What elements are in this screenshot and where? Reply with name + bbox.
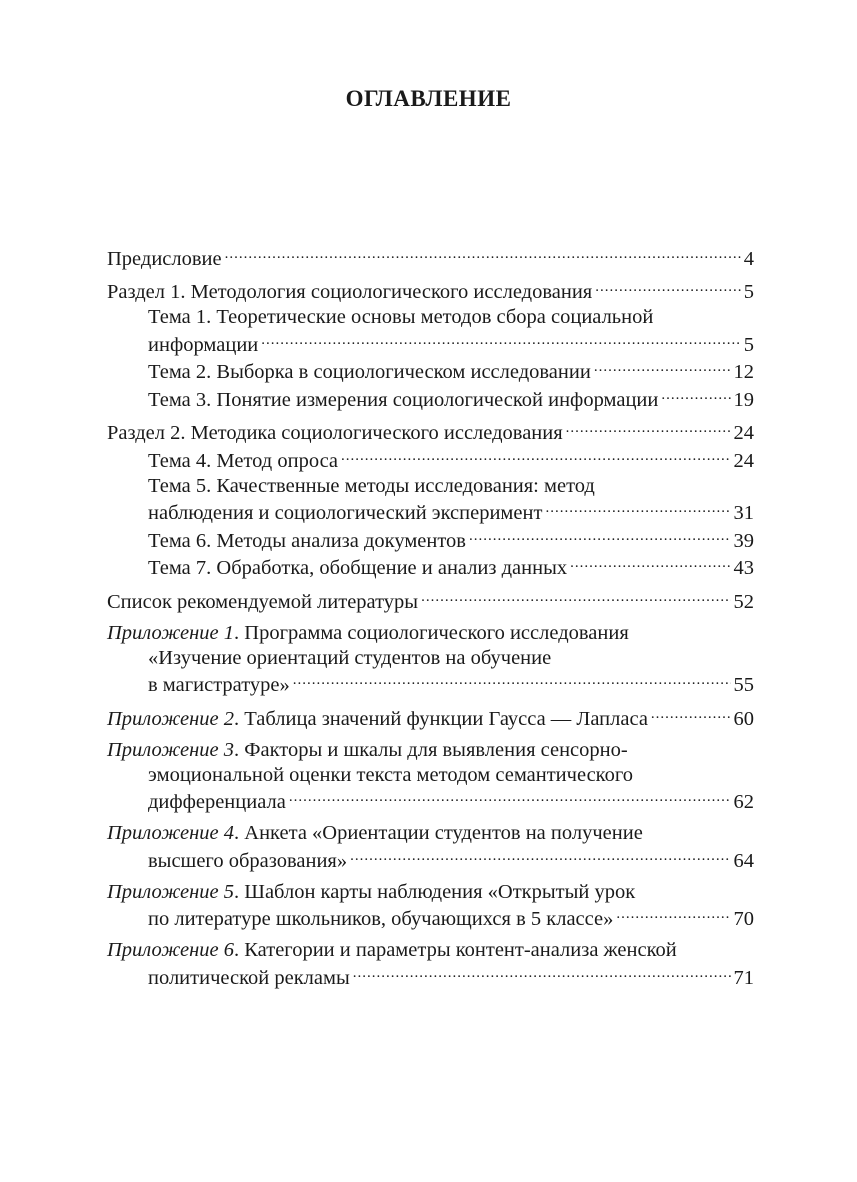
leader-dots [595, 278, 741, 299]
toc-entry-app1-line1[interactable]: Приложение 1. Программа социологического исследования [107, 621, 629, 644]
toc-entry-topic5[interactable]: наблюдения и социологический эксперимент ..... 31 [107, 499, 754, 527]
page-number: 43 [733, 557, 754, 579]
appendix-label: Приложение 4 [107, 822, 235, 844]
leader-dots [570, 554, 730, 575]
leader-dots [421, 587, 730, 608]
table-of-contents [107, 244, 754, 991]
toc-entry-section2[interactable]: Раздел 2. Методика социологического исследования ..... 24 [107, 419, 754, 447]
leader-dots [289, 788, 731, 809]
page-number: 4 [743, 247, 754, 270]
page-number: 5 [743, 333, 754, 356]
toc-entry-app6[interactable]: политической рекламы ..... 71 [107, 963, 754, 991]
page-number: 52 [733, 590, 754, 613]
page-number: 39 [733, 529, 754, 552]
toc-entry-section1[interactable]: Раздел 1. Методология социологического исследования ..... 5 [107, 278, 754, 306]
leader-dots [293, 671, 731, 692]
toc-entry-app4[interactable]: высшего образования» ..... 64 [107, 846, 754, 874]
page-number: 24 [733, 449, 754, 472]
page-number: 5 [743, 281, 754, 303]
toc-entry-app2[interactable]: Приложение 2. Таблица значений функции Гаусса — Лапласа ..... 60 [107, 704, 754, 732]
leader-dots [545, 499, 730, 520]
toc-entry-app5[interactable]: по литературе школьников, обучающихся в 5 классе» ..... 70 [107, 905, 754, 933]
toc-entry-topic5-line1[interactable]: Тема 5. Качественные методы исследования: метод [148, 474, 595, 497]
page-number: 62 [733, 791, 754, 813]
page-number: 64 [733, 849, 754, 872]
page-number: 19 [733, 388, 754, 411]
toc-entry-topic4[interactable]: Тема 4. Метод опроса ..... 24 [107, 446, 754, 474]
toc-entry-app1-line2[interactable]: «Изучение ориентаций студентов на обучение [148, 646, 552, 669]
page-number: 12 [733, 361, 754, 383]
leader-dots [225, 244, 741, 265]
leader-dots [261, 330, 740, 351]
leader-dots [661, 385, 730, 406]
appendix-label: Приложение 3 [107, 738, 235, 761]
toc-entry-app6-line1[interactable]: Приложение 6. Категории и параметры контент-анализа женской [107, 939, 677, 961]
toc-entry-app3-line1[interactable]: Приложение 3. Факторы и шкалы для выявления сенсорно- [107, 738, 628, 761]
page-number: 24 [733, 422, 754, 444]
appendix-label: Приложение 6 [107, 939, 235, 961]
toc-entry-topic1-line1[interactable]: Тема 1. Теоретические основы методов сбора социальной [148, 306, 654, 328]
leader-dots [566, 419, 731, 440]
leader-dots [350, 846, 730, 867]
toc-entry-literature[interactable]: Список рекомендуемой литературы ..... 52 [107, 587, 754, 615]
toc-entry-topic3[interactable]: Тема 3. Понятие измерения социологической информации ..... 19 [107, 385, 754, 413]
toc-entry-app3[interactable]: дифференциала ..... 62 [107, 788, 754, 816]
toc-entry-preface[interactable]: Предисловие ..... 4 [107, 244, 754, 272]
toc-entry-topic1[interactable]: информации ..... 5 [107, 330, 754, 358]
appendix-label: Приложение 5 [107, 880, 235, 903]
leader-dots [651, 704, 731, 725]
page-number: 55 [733, 674, 754, 696]
toc-entry-topic7[interactable]: Тема 7. Обработка, обобщение и анализ данных ..... 43 [107, 554, 754, 582]
page-number: 70 [733, 908, 754, 930]
leader-dots [616, 905, 730, 926]
page-number: 31 [733, 502, 754, 524]
leader-dots [594, 358, 731, 379]
leader-dots [469, 526, 731, 547]
page-number: 60 [733, 707, 754, 730]
leader-dots [353, 963, 731, 984]
appendix-label: Приложение 1 [107, 621, 235, 644]
toc-entry-app1[interactable]: в магистратуре» ..... 55 [107, 671, 754, 699]
toc-entry-topic6[interactable]: Тема 6. Методы анализа документов ..... 39 [107, 526, 754, 554]
toc-entry-app5-line1[interactable]: Приложение 5. Шаблон карты наблюдения «Открытый урок [107, 880, 636, 903]
toc-entry-app4-line1[interactable]: Приложение 4. Анкета «Ориентации студентов на получение [107, 822, 643, 844]
page-number: 71 [733, 966, 754, 989]
toc-entry-topic2[interactable]: Тема 2. Выборка в социологическом исследовании ..... 12 [107, 358, 754, 386]
page-title: ОГЛАВЛЕНИЕ [345, 86, 512, 111]
toc-entry-app3-line2[interactable]: эмоциональной оценки текста методом семантического [148, 763, 633, 786]
appendix-label: Приложение 2 [107, 707, 235, 730]
leader-dots [341, 446, 730, 467]
